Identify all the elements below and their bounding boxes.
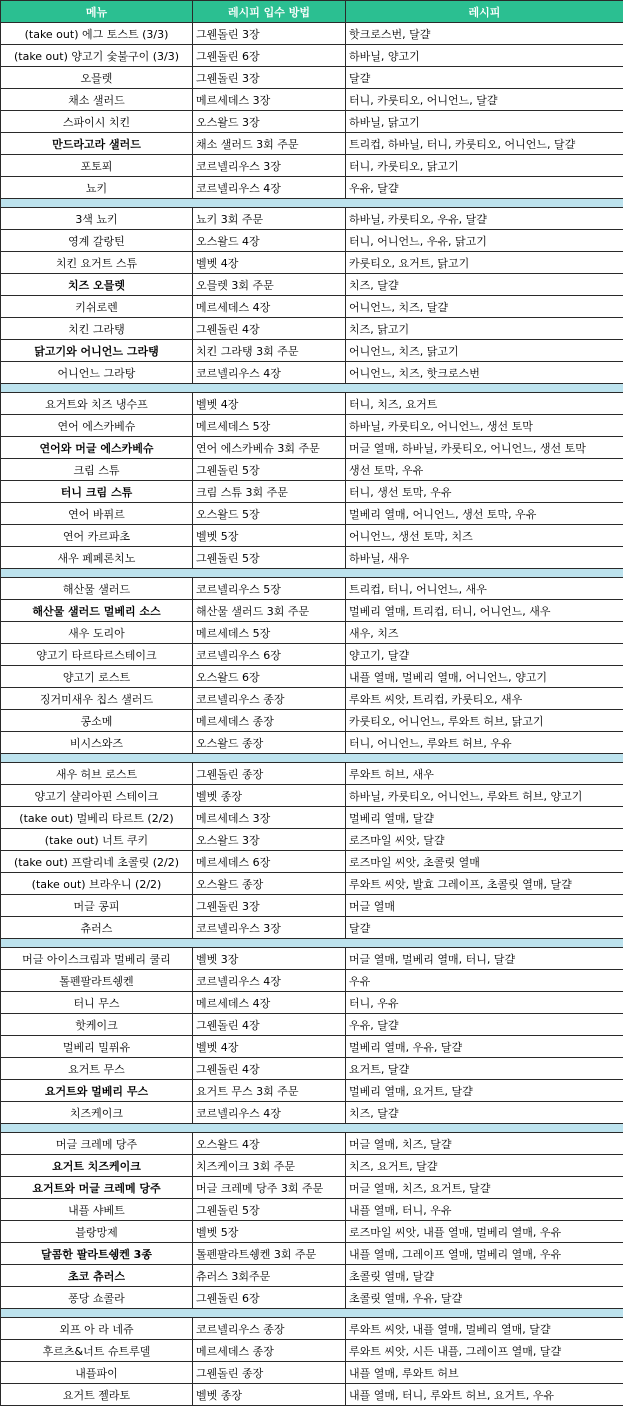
menu-cell: 키쉬로렌 [1, 296, 193, 318]
menu-cell: 양고기 샬리아핀 스테이크 [1, 785, 193, 807]
method-cell: 치즈케이크 3회 주문 [193, 1155, 346, 1177]
method-cell: 벨벳 4장 [193, 252, 346, 274]
method-cell: 코르넬리우스 3장 [193, 917, 346, 939]
table-row [1, 1199, 623, 1221]
table-row [1, 459, 623, 481]
recipe-cell: 하바닐, 카룻티오, 어니언느, 루와트 허브, 양고기 [346, 785, 623, 807]
recipe-cell: 달걀 [346, 917, 623, 939]
menu-cell: 요거트와 멀베리 무스 [1, 1080, 193, 1102]
table-row [1, 1014, 623, 1036]
recipe-cell: 로즈마일 씨앗, 달걀 [346, 829, 623, 851]
recipe-cell: 요거트, 달걀 [346, 1058, 623, 1080]
recipe-cell: 터니, 우유 [346, 992, 623, 1014]
method-cell: 그웬돌린 3장 [193, 23, 346, 45]
recipe-cell: 머글 열매, 치즈, 달걀 [346, 1133, 623, 1155]
table-row [1, 829, 623, 851]
table-row [1, 208, 623, 230]
method-cell: 오스왈드 6장 [193, 666, 346, 688]
method-cell: 그웬돌린 6장 [193, 45, 346, 67]
recipe-cell: 어니언느, 치즈, 닭고기 [346, 340, 623, 362]
table-row [1, 1340, 623, 1362]
group-separator [1, 384, 623, 393]
table-row [1, 992, 623, 1014]
menu-cell: (take out) 멀베리 타르트 (2/2) [1, 807, 193, 829]
table-row [1, 274, 623, 296]
recipe-cell: 트리컵, 터니, 어니언느, 새우 [346, 578, 623, 600]
menu-cell: (take out) 에그 토스트 (3/3) [1, 23, 193, 45]
method-cell: 코르넬리우스 종장 [193, 1318, 346, 1340]
recipe-cell: 머글 열매, 하바닐, 카룻티오, 어니언느, 생선 토막 [346, 437, 623, 459]
method-cell: 메르세데스 5장 [193, 622, 346, 644]
table-row [1, 481, 623, 503]
header-row [1, 1, 623, 23]
header-menu: 메뉴 [1, 1, 193, 23]
recipe-cell: 루와트 씨앗, 트리컵, 카룻티오, 새우 [346, 688, 623, 710]
method-cell: 오스왈드 3장 [193, 111, 346, 133]
group-separator [1, 569, 623, 578]
menu-cell: 연어와 머글 에스카베슈 [1, 437, 193, 459]
menu-cell: (take out) 프랄리네 초콜릿 (2/2) [1, 851, 193, 873]
menu-cell: 치즈케이크 [1, 1102, 193, 1124]
method-cell: 코르넬리우스 종장 [193, 688, 346, 710]
method-cell: 그웬돌린 종장 [193, 1362, 346, 1384]
table-row [1, 763, 623, 785]
recipe-cell: 하바닐, 새우 [346, 547, 623, 569]
menu-cell: 요거트 젤라토 [1, 1384, 193, 1406]
method-cell: 그웬돌린 3장 [193, 895, 346, 917]
method-cell: 그웬돌린 5장 [193, 547, 346, 569]
table-row [1, 807, 623, 829]
menu-cell: 새우 도리아 [1, 622, 193, 644]
table-row [1, 970, 623, 992]
recipe-cell: 터니, 치즈, 요거트 [346, 393, 623, 415]
menu-cell: 머글 콩피 [1, 895, 193, 917]
table-row [1, 1036, 623, 1058]
separator-cell [1, 754, 623, 763]
table-row [1, 67, 623, 89]
recipe-cell: 멀베리 열매, 요거트, 달걀 [346, 1080, 623, 1102]
recipe-cell: 하바닐, 카룻티오, 어니언느, 생선 토막 [346, 415, 623, 437]
table-row [1, 785, 623, 807]
recipe-cell: 멀베리 열매, 어니언느, 생선 토막, 우유 [346, 503, 623, 525]
table-row [1, 133, 623, 155]
table-row [1, 948, 623, 970]
method-cell: 메르세데스 종장 [193, 1340, 346, 1362]
table-row [1, 415, 623, 437]
separator-cell [1, 384, 623, 393]
table-row [1, 1177, 623, 1199]
menu-cell: 닭고기와 어니언느 그라탱 [1, 340, 193, 362]
recipe-cell: 어니언느, 치즈, 핫크로스번 [346, 362, 623, 384]
method-cell: 코르넬리우스 5장 [193, 578, 346, 600]
menu-cell: 요거트와 치즈 냉수프 [1, 393, 193, 415]
table-row [1, 525, 623, 547]
group-separator [1, 199, 623, 208]
group-separator [1, 939, 623, 948]
table-row [1, 578, 623, 600]
table-row [1, 1221, 623, 1243]
menu-cell: 내플파이 [1, 1362, 193, 1384]
table-row [1, 155, 623, 177]
table-row [1, 1318, 623, 1340]
table-row [1, 1133, 623, 1155]
recipe-cell: 내플 열매, 그레이프 열매, 멀베리 열매, 우유 [346, 1243, 623, 1265]
table-row [1, 1102, 623, 1124]
menu-cell: 어니언느 그라탕 [1, 362, 193, 384]
menu-cell: 멀베리 밀퓌유 [1, 1036, 193, 1058]
menu-cell: 치킨 그라탱 [1, 318, 193, 340]
table-row [1, 895, 623, 917]
table-row [1, 340, 623, 362]
method-cell: 메르세데스 4장 [193, 992, 346, 1014]
recipe-cell: 로즈마일 씨앗, 초콜릿 열매 [346, 851, 623, 873]
method-cell: 그웬돌린 종장 [193, 763, 346, 785]
table-row [1, 688, 623, 710]
table-row [1, 89, 623, 111]
table-row [1, 177, 623, 199]
menu-cell: (take out) 너트 쿠키 [1, 829, 193, 851]
group-separator [1, 1309, 623, 1318]
method-cell: 오스왈드 4장 [193, 230, 346, 252]
menu-cell: 달콤한 팔라트쉥켄 3종 [1, 1243, 193, 1265]
menu-cell: 요거트 무스 [1, 1058, 193, 1080]
method-cell: 요거트 무스 3회 주문 [193, 1080, 346, 1102]
method-cell: 톨펜팔라트쉥켄 3회 주문 [193, 1243, 346, 1265]
table-row [1, 23, 623, 45]
table-row [1, 917, 623, 939]
method-cell: 코르넬리우스 4장 [193, 1102, 346, 1124]
recipe-cell: 치즈, 닭고기 [346, 318, 623, 340]
separator-cell [1, 199, 623, 208]
method-cell: 오믈렛 3회 주문 [193, 274, 346, 296]
method-cell: 코르넬리우스 4장 [193, 177, 346, 199]
menu-cell: 영계 갈랑틴 [1, 230, 193, 252]
recipe-cell: 달걀 [346, 67, 623, 89]
table-row [1, 600, 623, 622]
menu-cell: 채소 샐러드 [1, 89, 193, 111]
method-cell: 오스왈드 종장 [193, 732, 346, 754]
method-cell: 메르세데스 종장 [193, 710, 346, 732]
recipe-cell: 터니, 카룻티오, 어니언느, 달걀 [346, 89, 623, 111]
recipe-cell: 하바닐, 양고기 [346, 45, 623, 67]
table-row [1, 1058, 623, 1080]
table-row [1, 622, 623, 644]
method-cell: 벨벳 5장 [193, 525, 346, 547]
method-cell: 츄러스 3회주문 [193, 1265, 346, 1287]
recipe-cell: 새우, 치즈 [346, 622, 623, 644]
recipe-cell: 터니, 어니언느, 우유, 닭고기 [346, 230, 623, 252]
menu-cell: 머글 크레메 당주 [1, 1133, 193, 1155]
table-row [1, 710, 623, 732]
recipe-cell: 머글 열매, 멀베리 열매, 터니, 달걀 [346, 948, 623, 970]
menu-cell: 크림 스튜 [1, 459, 193, 481]
menu-cell: 핫케이크 [1, 1014, 193, 1036]
recipe-cell: 치즈, 요거트, 달걀 [346, 1155, 623, 1177]
menu-cell: 후르츠&너트 슈트루델 [1, 1340, 193, 1362]
method-cell: 연어 에스카베슈 3회 주문 [193, 437, 346, 459]
recipe-cell: 핫크로스번, 달걀 [346, 23, 623, 45]
method-cell: 메르세데스 6장 [193, 851, 346, 873]
method-cell: 채소 샐러드 3회 주문 [193, 133, 346, 155]
method-cell: 머글 크레메 당주 3회 주문 [193, 1177, 346, 1199]
table-row [1, 1243, 623, 1265]
recipe-cell: 로즈마일 씨앗, 내플 열매, 멀베리 열매, 우유 [346, 1221, 623, 1243]
menu-cell: 연어 바퓌르 [1, 503, 193, 525]
menu-cell: 뇨키 [1, 177, 193, 199]
method-cell: 그웬돌린 4장 [193, 1058, 346, 1080]
menu-cell: 연어 카르파초 [1, 525, 193, 547]
table-row [1, 1265, 623, 1287]
menu-cell: 해산물 샐러드 멀베리 소스 [1, 600, 193, 622]
recipe-cell: 양고기, 달걀 [346, 644, 623, 666]
menu-cell: 징거미새우 칩스 샐러드 [1, 688, 193, 710]
table-row [1, 111, 623, 133]
method-cell: 벨벳 4장 [193, 393, 346, 415]
group-separator [1, 754, 623, 763]
menu-cell: 새우 허브 로스트 [1, 763, 193, 785]
menu-cell: 3색 뇨키 [1, 208, 193, 230]
menu-cell: 츄러스 [1, 917, 193, 939]
method-cell: 벨벳 5장 [193, 1221, 346, 1243]
menu-cell: 비시스와즈 [1, 732, 193, 754]
recipe-cell: 내플 열매, 터니, 우유 [346, 1199, 623, 1221]
recipe-cell: 루와트 씨앗, 시든 내플, 그레이프 열매, 달걀 [346, 1340, 623, 1362]
method-cell: 오스왈드 5장 [193, 503, 346, 525]
menu-cell: 터니 크림 스튜 [1, 481, 193, 503]
recipe-cell: 하바닐, 닭고기 [346, 111, 623, 133]
menu-cell: 퐁당 쇼콜라 [1, 1287, 193, 1309]
recipe-cell: 루와트 허브, 새우 [346, 763, 623, 785]
method-cell: 그웬돌린 5장 [193, 459, 346, 481]
menu-cell: 외프 아 라 네쥬 [1, 1318, 193, 1340]
method-cell: 메르세데스 4장 [193, 296, 346, 318]
recipe-cell: 치즈, 달걀 [346, 1102, 623, 1124]
recipe-cell: 내플 열매, 루와트 허브 [346, 1362, 623, 1384]
table-row [1, 296, 623, 318]
recipe-cell: 하바닐, 카룻티오, 우유, 달걀 [346, 208, 623, 230]
recipe-cell: 멀베리 열매, 우유, 달걀 [346, 1036, 623, 1058]
table-row [1, 437, 623, 459]
method-cell: 코르넬리우스 3장 [193, 155, 346, 177]
method-cell: 벨벳 종장 [193, 785, 346, 807]
recipe-cell: 우유 [346, 970, 623, 992]
recipe-cell: 내플 열매, 멀베리 열매, 어니언느, 양고기 [346, 666, 623, 688]
recipe-cell: 우유, 달걀 [346, 1014, 623, 1036]
menu-cell: 초코 츄러스 [1, 1265, 193, 1287]
menu-cell: 치킨 요거트 스튜 [1, 252, 193, 274]
menu-cell: 스파이시 치킨 [1, 111, 193, 133]
table-row [1, 732, 623, 754]
method-cell: 크림 스튜 3회 주문 [193, 481, 346, 503]
menu-cell: 양고기 타르타르스테이크 [1, 644, 193, 666]
recipe-cell: 초콜릿 열매, 달걀 [346, 1265, 623, 1287]
table-row [1, 1362, 623, 1384]
menu-cell: 콩소메 [1, 710, 193, 732]
menu-cell: (take out) 양고기 숯불구이 (3/3) [1, 45, 193, 67]
menu-cell: 치즈 오믈렛 [1, 274, 193, 296]
table-row [1, 503, 623, 525]
recipe-cell: 머글 열매 [346, 895, 623, 917]
menu-cell: 터니 무스 [1, 992, 193, 1014]
recipe-cell: 터니, 생선 토막, 우유 [346, 481, 623, 503]
table-row [1, 45, 623, 67]
table-row [1, 873, 623, 895]
table-row [1, 393, 623, 415]
table-row [1, 547, 623, 569]
menu-cell: 만드라고라 샐러드 [1, 133, 193, 155]
menu-cell: 머글 아이스크림과 멀베리 쿨리 [1, 948, 193, 970]
recipe-cell: 카룻티오, 요거트, 닭고기 [346, 252, 623, 274]
table-row [1, 644, 623, 666]
table-row [1, 1287, 623, 1309]
method-cell: 메르세데스 3장 [193, 89, 346, 111]
separator-cell [1, 1309, 623, 1318]
method-cell: 코르넬리우스 4장 [193, 970, 346, 992]
table-row [1, 230, 623, 252]
menu-cell: 해산물 샐러드 [1, 578, 193, 600]
method-cell: 벨벳 3장 [193, 948, 346, 970]
method-cell: 코르넬리우스 6장 [193, 644, 346, 666]
recipe-cell: 루와트 씨앗, 내플 열매, 멀베리 열매, 달걀 [346, 1318, 623, 1340]
menu-cell: 블랑망제 [1, 1221, 193, 1243]
recipe-cell: 카룻티오, 어니언느, 루와트 허브, 닭고기 [346, 710, 623, 732]
menu-cell: 새우 페페론치노 [1, 547, 193, 569]
method-cell: 그웬돌린 3장 [193, 67, 346, 89]
method-cell: 코르넬리우스 4장 [193, 362, 346, 384]
recipe-cell: 내플 열매, 터니, 루와트 허브, 요거트, 우유 [346, 1384, 623, 1406]
method-cell: 해산물 샐러드 3회 주문 [193, 600, 346, 622]
table-row [1, 1155, 623, 1177]
recipe-cell: 머글 열매, 치즈, 요거트, 달걀 [346, 1177, 623, 1199]
recipe-cell: 터니, 어니언느, 루와트 허브, 우유 [346, 732, 623, 754]
method-cell: 치킨 그라탱 3회 주문 [193, 340, 346, 362]
menu-cell: 양고기 로스트 [1, 666, 193, 688]
recipe-cell: 우유, 달걀 [346, 177, 623, 199]
recipe-cell: 트리컵, 하바닐, 터니, 카룻티오, 어니언느, 달걀 [346, 133, 623, 155]
recipe-cell: 터니, 카룻티오, 닭고기 [346, 155, 623, 177]
table-row [1, 1080, 623, 1102]
method-cell: 그웬돌린 4장 [193, 1014, 346, 1036]
group-separator [1, 1124, 623, 1133]
table-row [1, 318, 623, 340]
method-cell: 벨벳 종장 [193, 1384, 346, 1406]
menu-cell: 요거트 치즈케이크 [1, 1155, 193, 1177]
recipe-cell: 어니언느, 생선 토막, 치즈 [346, 525, 623, 547]
recipe-cell: 생선 토막, 우유 [346, 459, 623, 481]
method-cell: 메르세데스 5장 [193, 415, 346, 437]
table-row [1, 851, 623, 873]
menu-cell: 연어 에스카베슈 [1, 415, 193, 437]
table-row [1, 666, 623, 688]
method-cell: 그웬돌린 6장 [193, 1287, 346, 1309]
method-cell: 오스왈드 4장 [193, 1133, 346, 1155]
separator-cell [1, 569, 623, 578]
separator-cell [1, 939, 623, 948]
method-cell: 오스왈드 종장 [193, 873, 346, 895]
method-cell: 뇨키 3회 주문 [193, 208, 346, 230]
table-body [1, 23, 623, 1406]
recipe-cell: 치즈, 달걀 [346, 274, 623, 296]
recipe-cell: 초콜릿 열매, 우유, 달걀 [346, 1287, 623, 1309]
method-cell: 오스왈드 3장 [193, 829, 346, 851]
table-row [1, 252, 623, 274]
recipe-cell: 멀베리 열매, 달걀 [346, 807, 623, 829]
header-recipe: 레시피 [346, 1, 623, 23]
menu-cell: (take out) 브라우니 (2/2) [1, 873, 193, 895]
menu-cell: 포토푀 [1, 155, 193, 177]
separator-cell [1, 1124, 623, 1133]
table-row [1, 362, 623, 384]
menu-cell: 내플 샤베트 [1, 1199, 193, 1221]
menu-cell: 오믈렛 [1, 67, 193, 89]
method-cell: 그웬돌린 5장 [193, 1199, 346, 1221]
recipe-cell: 루와트 씨앗, 발효 그레이프, 초콜릿 열매, 달걀 [346, 873, 623, 895]
menu-cell: 톨펜팔라트쉥켄 [1, 970, 193, 992]
menu-cell: 요거트와 머글 크레메 당주 [1, 1177, 193, 1199]
recipe-cell: 어니언느, 치즈, 달걀 [346, 296, 623, 318]
recipe-cell: 멀베리 열매, 트리컵, 터니, 어니언느, 새우 [346, 600, 623, 622]
method-cell: 그웬돌린 4장 [193, 318, 346, 340]
header-method: 레시피 입수 방법 [193, 1, 346, 23]
table-row [1, 1384, 623, 1406]
method-cell: 벨벳 4장 [193, 1036, 346, 1058]
method-cell: 메르세데스 3장 [193, 807, 346, 829]
